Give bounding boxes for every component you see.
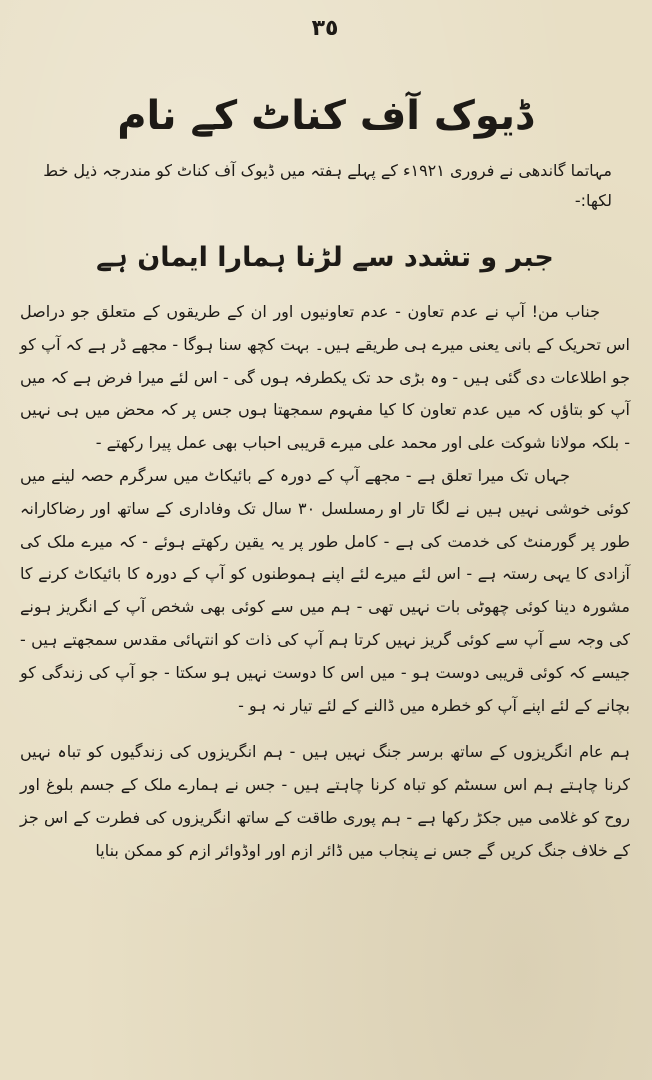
letter-title: ڈیوک آف کناٹ کے نام: [117, 93, 533, 139]
section-heading: جبر و تشدد سے لڑنا ہمارا ایمان ہے: [96, 242, 554, 273]
body-paragraph: جہاں تک میرا تعلق ہے - مجھے آپ کے دورہ کے بائیکاٹ میں سرگرم حصہ لینے میں کوئی خوشی نہیں ہیں نے لگا تار او رمسلسل ۳۰ سال تک وفاداری کے ساتھ اور رضاکارانہ طور پر گورمنٹ کی خدمت کی ہے - کامل طور پر یہ یقین رکھتے ہوئے - کہ میرے ملک کی آزادی کا یہی رستہ ہے - اس لئے میرے لئے اپنے ہموطنوں کو آپ کے دورہ کا بائیکاٹ کرنے کا مشورہ دینا کوئی چھوٹی بات نہیں تھی - ہم میں سے کوئی بھی شخص آپ کے انگریز ہونے کی وجہ سے آپ سے کوئی گریز نہیں کرتا ہم آپ کی ذات کو انتہائی مقدس سمجھتے ہیں - جیسے کہ کوئی قریبی دوست ہو - میں اس کا دوست نہیں ہو سکتا - جو آپ کی زندگی کو بچانے کے لئے اپنے آپ کو خطرہ میں ڈالنے کے لئے تیار نہ ہو -: [20, 465, 631, 715]
body-paragraph: ہم عام انگریزوں کے ساتھ برسر جنگ نہیں ہیں - ہم انگریزوں کی زندگیوں کو تباہ نہیں کرنا چاہتے ہم اس سسٹم کو تباہ کرنا چاہتے ہیں - جس نے ہمارے ملک کے جسم بلوغ اور روح کو غلامی میں جکڑ رکھا ہے - ہم پوری طاقت کے ساتھ انگریزوں کی فطرت کے اس جز کے خلاف جنگ کریں گے جس نے پنجاب میں ڈائر ازم اور اوڈوائر ازم کو ممکن بنایا: [20, 742, 630, 860]
letter-body: [20, 296, 630, 868]
page-number: ٣٥: [311, 16, 339, 41]
intro-paragraph: مہاتما گاندھی نے فروری ١٩٢١ء کے پہلے ہفتہ میں ڈیوک آف کناٹ کو مندرجہ ذیل خط لکھا:-: [43, 161, 612, 210]
body-paragraph: جناب من! آپ نے عدم تعاون - عدم تعاونیوں اور ان کے طریقوں کے متعلق جو دراصل اس تحریک کے بانی یعنی میرے ہی طریقے ہیں۔ بہت کچھ سنا ہوگا - مجھے ڈر ہے کہ آپ کو جو اطلاعات دی گئی ہیں - وہ بڑی حد تک یکطرفہ ہوں گی - اس لئے میرا فرض ہے کہ میں آپ کو بتاؤں کہ میں عدم تعاون کا کیا مفہوم سمجھتا ہوں جس پر کہ محض میں ہی نہیں - بلکہ مولانا شوکت علی اور محمد علی میرے قریبی احباب بھی عمل پیرا رکھتے -: [20, 302, 630, 453]
